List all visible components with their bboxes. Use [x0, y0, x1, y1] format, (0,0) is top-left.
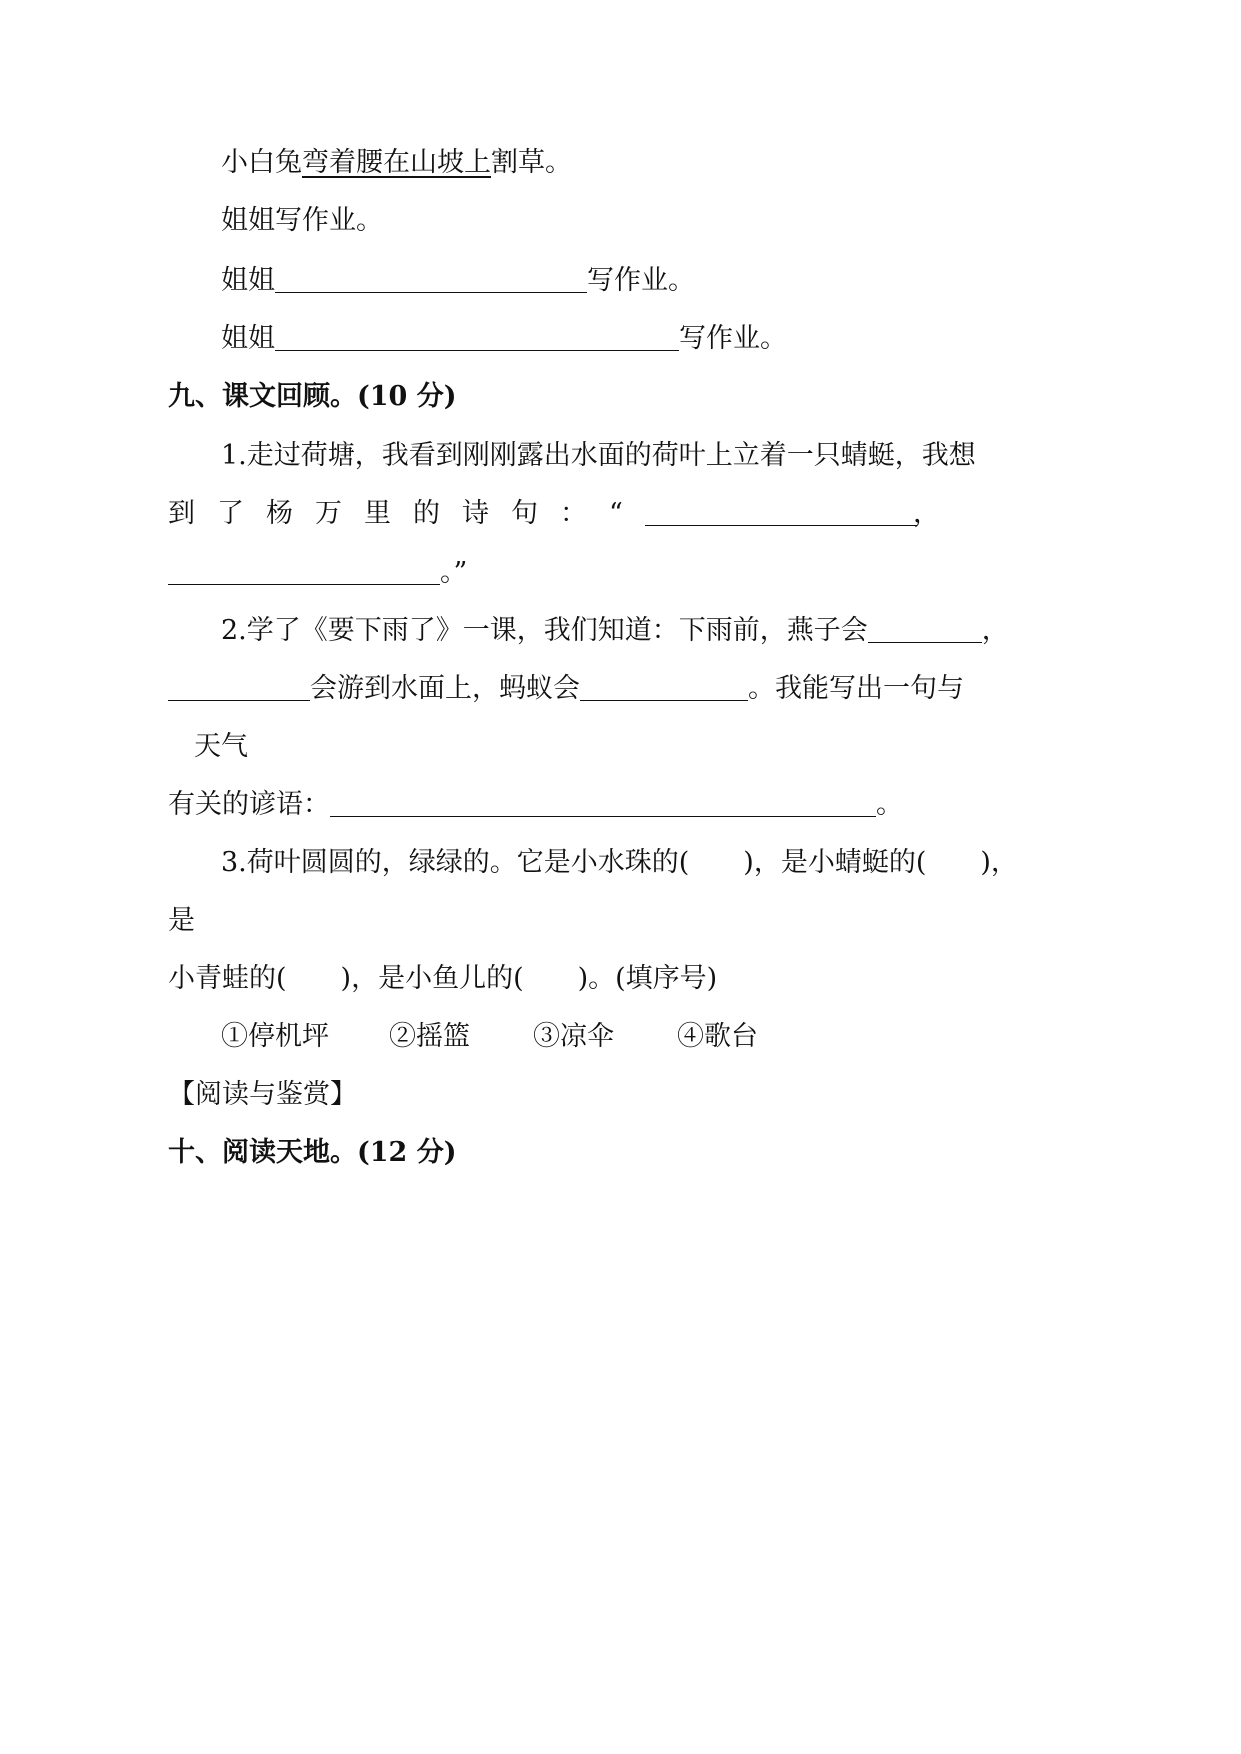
- q2-line2-mid: 会游到水面上，蚂蚁会: [310, 673, 580, 704]
- q1-line1: 1.走过荷塘，我看到刚刚露出水面的荷叶上立着一只蜻蜓，我想: [221, 440, 976, 471]
- q3-options: [221, 1019, 758, 1055]
- q1-line3: [168, 555, 467, 591]
- option-4: ④歌台: [677, 1021, 758, 1052]
- q2-comma: ，: [981, 615, 1009, 646]
- q3-line2: 是: [168, 905, 195, 936]
- q2-line4-end: 。: [876, 789, 903, 820]
- q2-blank-4[interactable]: [330, 790, 876, 817]
- reading-label: 【阅读与鉴赏】: [168, 1079, 357, 1110]
- q2-line2-end: 。我能写出一句与: [748, 673, 964, 704]
- fill-sentence-1: [221, 263, 695, 299]
- example-post: 割草。: [491, 147, 572, 178]
- fill1-blank[interactable]: [275, 266, 587, 293]
- q2-blank-1[interactable]: [868, 616, 982, 643]
- example-pre: 小白兔: [221, 147, 302, 178]
- section9-heading: 九、课文回顾。(10 分): [168, 381, 457, 412]
- q1-blank-1[interactable]: [645, 499, 917, 526]
- q2-line4-text: 有关的谚语：: [168, 789, 330, 820]
- q2-line1-text: 2.学了《要下雨了》一课，我们知道：下雨前，燕子会: [221, 615, 868, 646]
- q2-line3: 天气: [194, 731, 248, 762]
- q1-line2: [168, 496, 917, 532]
- base-sentence: 姐姐写作业。: [221, 205, 383, 236]
- option-3: ③凉伞: [533, 1021, 614, 1052]
- q1-line2-text: 到了杨万里的诗句：“: [168, 498, 645, 529]
- section10-heading: 十、阅读天地。(12 分): [168, 1137, 457, 1168]
- fill-sentence-2: [221, 321, 787, 357]
- option-1: ①停机坪: [221, 1021, 329, 1052]
- fill1-pre: 姐姐: [221, 265, 275, 296]
- q3-line1: 3.荷叶圆圆的，绿绿的。它是小水珠的( )，是小蜻蜓的( )，: [221, 847, 1018, 878]
- q1-comma: ，: [913, 498, 940, 529]
- example-underlined-phrase: 弯着腰在山坡上: [302, 147, 491, 178]
- q2-blank-2[interactable]: [168, 674, 310, 701]
- option-2: ②摇篮: [389, 1021, 470, 1052]
- q3-line3: 小青蛙的( )，是小鱼儿的( )。(填序号): [168, 963, 718, 994]
- q2-line2: [168, 671, 964, 707]
- fill1-post: 写作业。: [587, 265, 695, 296]
- example-sentence: [221, 145, 572, 181]
- q2-line1: [221, 613, 1009, 649]
- fill2-blank[interactable]: [275, 324, 679, 351]
- q1-line3-end: 。”: [440, 557, 468, 588]
- fill2-post: 写作业。: [679, 323, 787, 354]
- fill2-pre: 姐姐: [221, 323, 275, 354]
- q1-blank-2[interactable]: [168, 558, 440, 585]
- q2-line4: [168, 787, 903, 823]
- q2-blank-3[interactable]: [580, 674, 748, 701]
